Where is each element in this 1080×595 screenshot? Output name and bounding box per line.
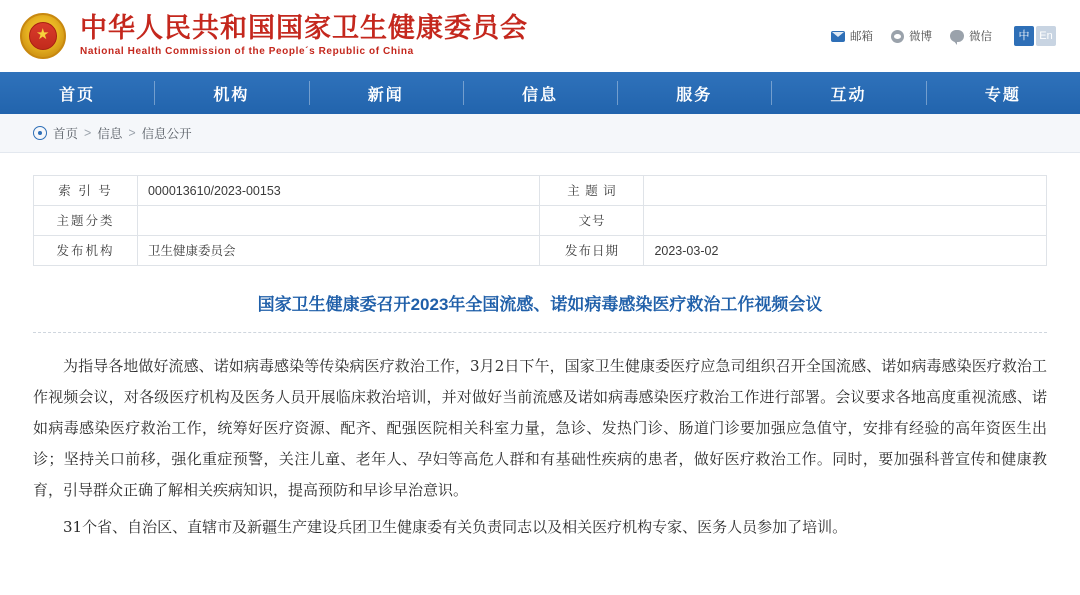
divider [33,332,1047,333]
document-metadata-table [33,175,1047,266]
location-pin-icon [33,126,47,140]
breadcrumb-item-information[interactable]: 信息 [97,127,123,141]
nav-item-interaction[interactable]: 互动 [771,72,925,114]
meta-label-keyword: 主 题 词 [540,176,644,206]
article-paragraph-2: 31个省、自治区、直辖市及新疆生产建设兵团卫生健康委有关负责同志以及相关医疗机构专家、医务人员参加了培训。 [63,518,848,536]
weibo-icon [891,30,904,43]
nav-item-home[interactable]: 首页 [59,86,96,104]
article-paragraph-1: 为指导各地做好流感、诺如病毒感染等传染病医疗救治工作，3月2日下午，国家卫生健康委医疗应急司组织召开全国流感、诺如病毒感染医疗救治工作视频会议，对各级医疗机构及医务人员开展临床救治培训，并对做好当前流感及诺如病毒感染医疗救治工作进行部署。会议要求各地高度重视流感、诺如病毒感染医疗救治工作，统筹好医疗资源、配齐、配强医院相关科室力量，急诊、发热门诊、肠道门诊要加强应急值守，安排有经验的高年资医生出诊；坚持关口前移，强化重症预警，关注儿童、老年人、孕妇等高危人群和有基础性疾病的患者，做好医疗救治工作。同时，要加强科普宣传和健康教育，引导群众正确了解相关疾病知识，提高预防和早诊早治意识。 [33,357,1047,499]
language-option-en[interactable]: En [1036,26,1056,46]
nav-item-services[interactable]: 服务 [617,72,771,114]
content-area [0,153,1080,543]
wechat-icon [950,30,964,42]
page-title: 国家卫生健康委召开2023年全国流感、诺如病毒感染医疗救治工作视频会议 [257,295,823,314]
header-link-wechat[interactable] [950,28,992,44]
breadcrumb-bar [0,114,1080,153]
header-link-weibo[interactable] [891,28,932,44]
header-link-mail[interactable] [831,28,873,44]
meta-label-publishdate: 发布日期 [540,236,644,266]
table-row [34,236,1047,266]
article-body [33,351,1047,543]
language-switcher[interactable] [1014,26,1056,46]
site-title-block [80,12,528,60]
nav-item-news[interactable]: 新闻 [309,72,463,114]
nav-item-topics[interactable]: 专题 [926,72,1080,114]
header-link-weibo-label: 微博 [909,31,932,43]
meta-label-category: 主题分类 [34,206,138,236]
meta-label-index: 索 引 号 [34,176,138,206]
breadcrumb [33,124,192,142]
site-title-en: National Health Commission of the People´s Republic of China [80,46,414,57]
header-links [831,26,1056,46]
meta-value-keyword [644,176,1047,206]
main-navigation [0,72,1080,114]
mail-icon [831,31,845,42]
table-row [34,206,1047,236]
breadcrumb-item-disclosure[interactable]: 信息公开 [141,127,192,141]
nav-item-organization[interactable]: 机构 [154,72,308,114]
meta-value-category [137,206,540,236]
breadcrumb-separator-1: > [84,126,92,140]
breadcrumb-separator-2: > [128,126,136,140]
nav-item-information[interactable]: 信息 [463,72,617,114]
table-row [34,176,1047,206]
breadcrumb-item-home[interactable]: 首页 [53,127,79,141]
meta-value-docnumber [644,206,1047,236]
header-link-mail-label: 邮箱 [850,31,873,43]
meta-value-publishdate: 2023-03-02 [644,236,1047,266]
national-emblem-icon: ★ [18,11,68,61]
meta-label-docnumber: 文号 [540,206,644,236]
meta-value-index: 000013610/2023-00153 [137,176,540,206]
language-option-cn[interactable]: 中 [1014,26,1034,46]
meta-value-publisher: 卫生健康委员会 [137,236,540,266]
site-title-cn: 中华人民共和国国家卫生健康委员会 [80,13,528,43]
header-link-wechat-label: 微信 [969,31,992,43]
meta-label-publisher: 发布机构 [34,236,138,266]
site-header [0,0,1080,72]
